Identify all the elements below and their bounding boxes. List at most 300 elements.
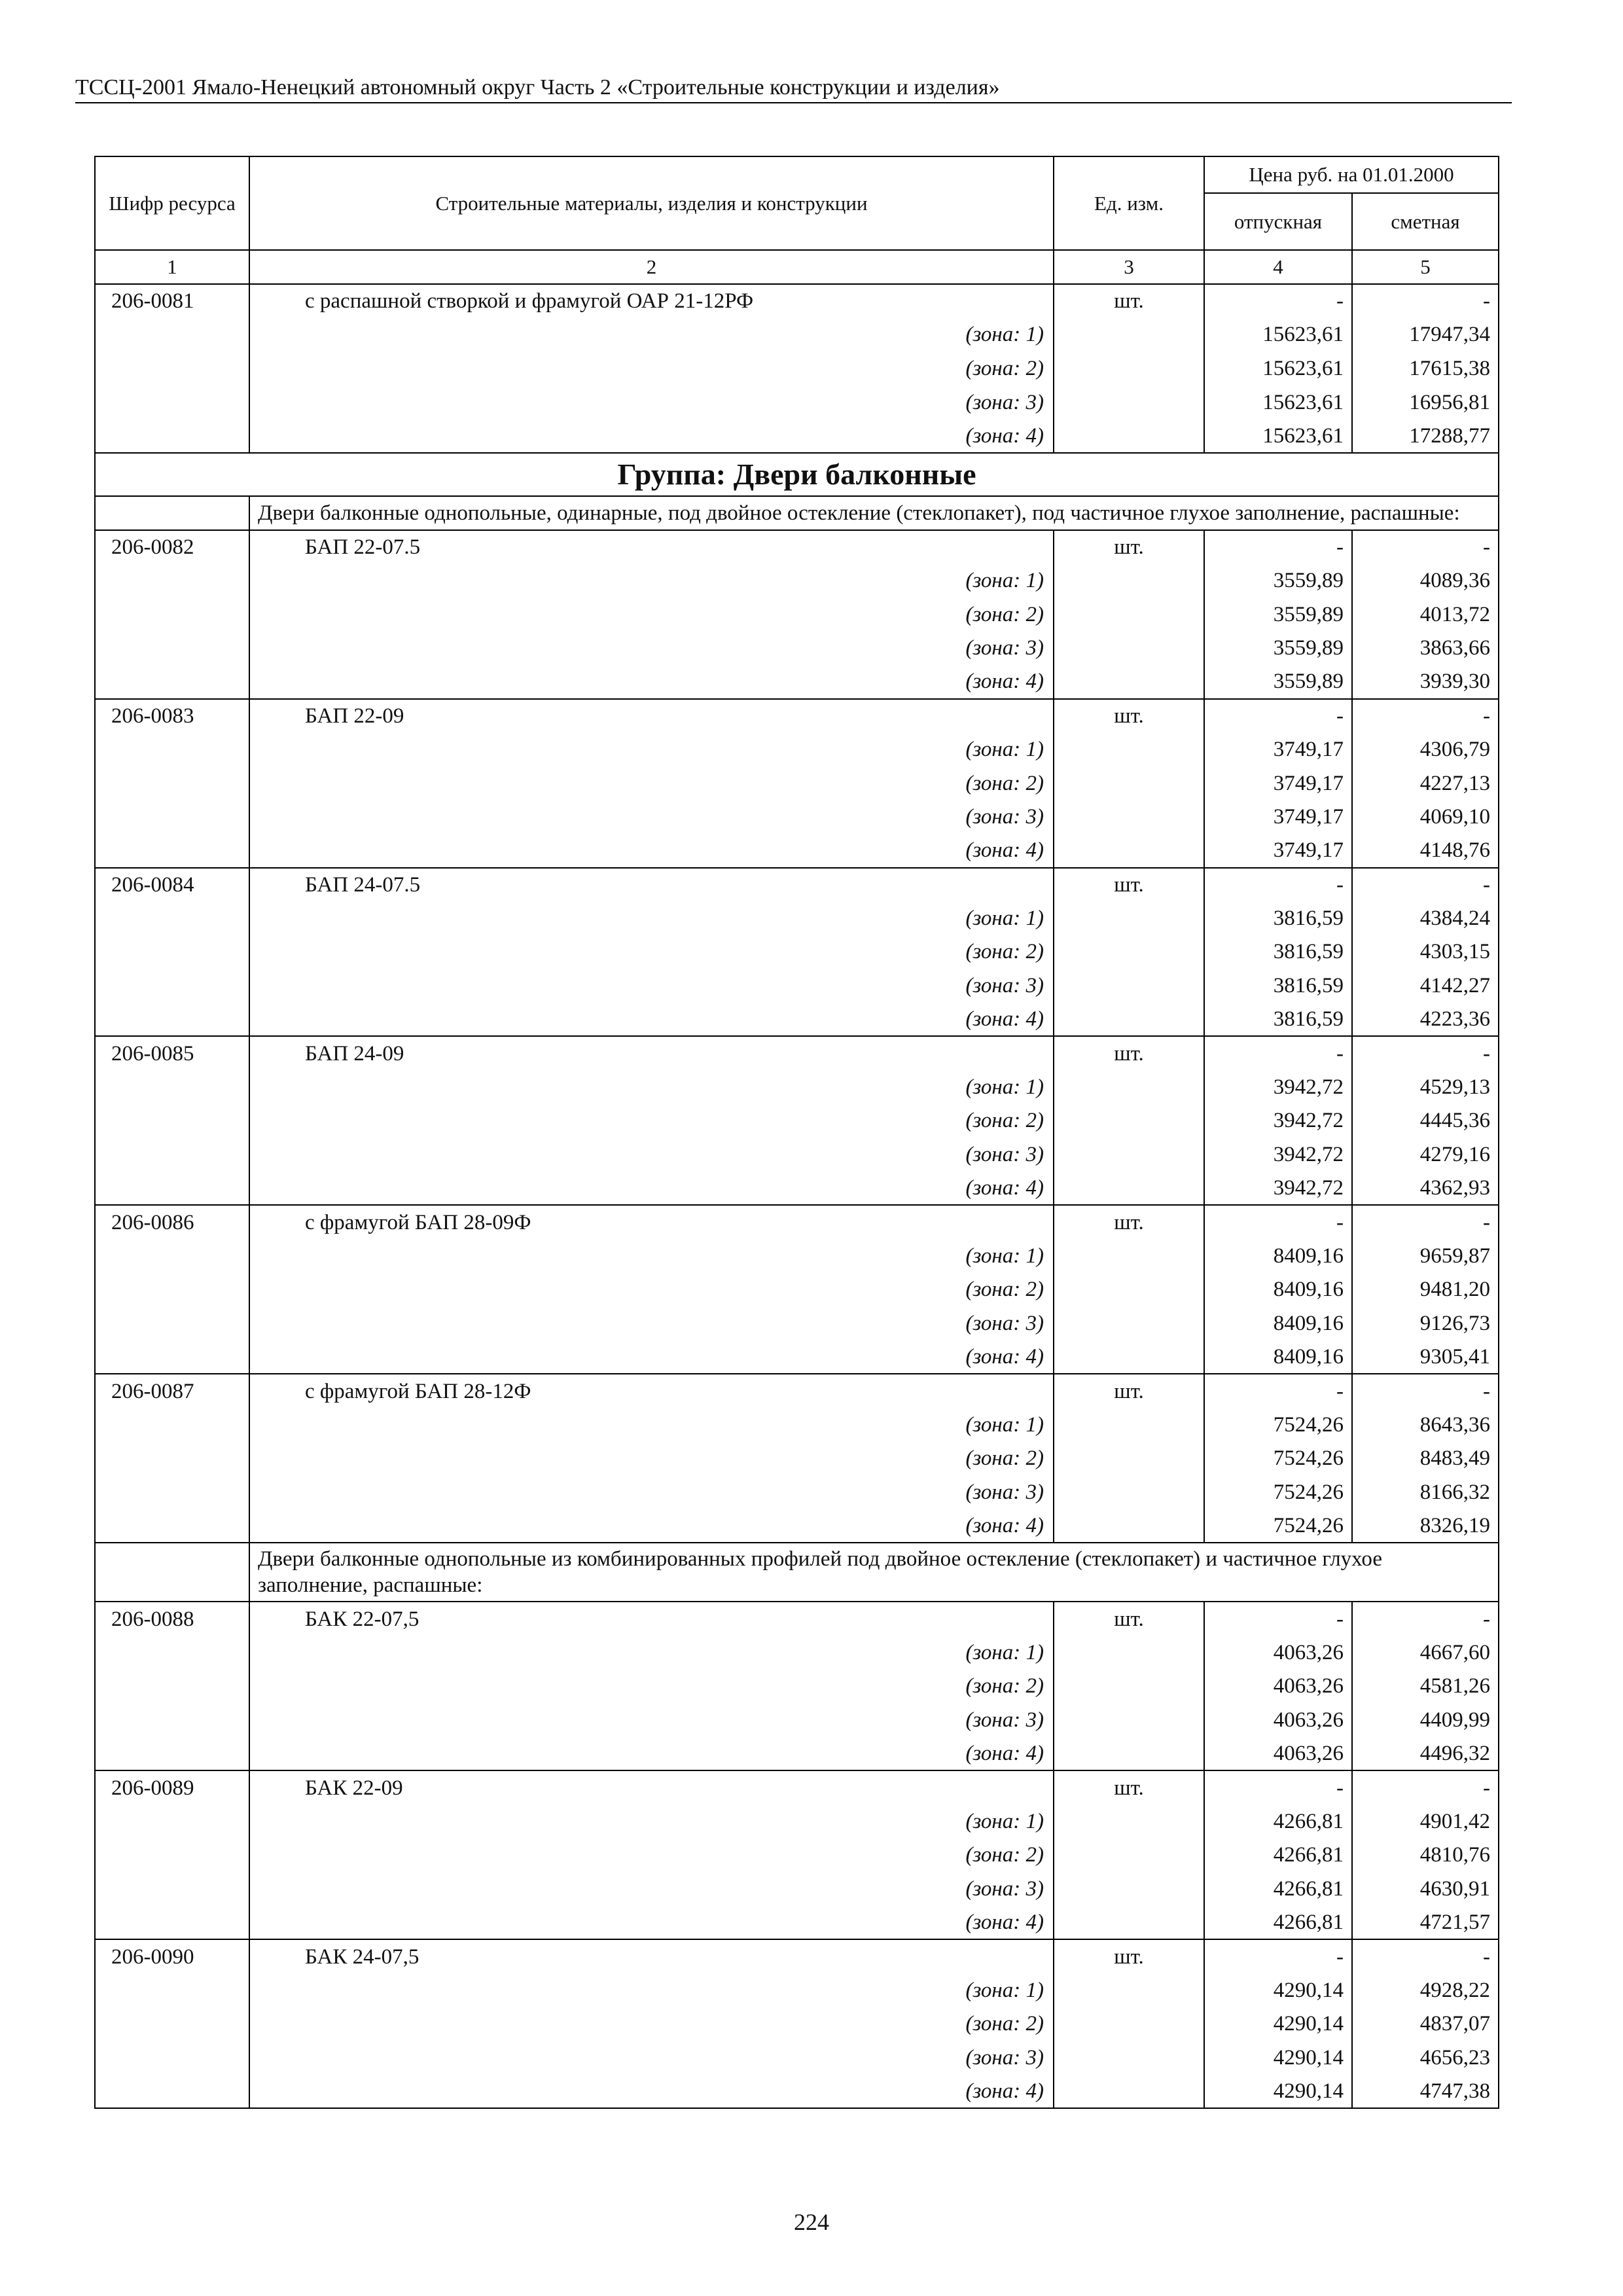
estimate-price-cell: - [1352, 1939, 1499, 1973]
zone-label: (зона: 3) [249, 1872, 1054, 1906]
zone-label: (зона: 4) [249, 1906, 1054, 1940]
section-note-row [95, 1543, 1499, 1602]
code-cell [95, 2041, 249, 2075]
zone-label: (зона: 3) [249, 1306, 1054, 1340]
unit-cell [1054, 1408, 1204, 1442]
zone-row [95, 834, 1499, 868]
zone-row [95, 1703, 1499, 1737]
release-price: 8409,16 [1204, 1239, 1352, 1273]
code-cell [95, 1670, 249, 1704]
unit-cell [1054, 1906, 1204, 1940]
zone-label: (зона: 4) [249, 834, 1054, 868]
item-name: БАК 24-07,5 [249, 1939, 1054, 1973]
zone-row [95, 1306, 1499, 1340]
zone-label: (зона: 3) [249, 386, 1054, 420]
zone-label: (зона: 2) [249, 598, 1054, 632]
code-cell [95, 1509, 249, 1543]
estimate-price: 4630,91 [1352, 1872, 1499, 1906]
unit-cell [1054, 1703, 1204, 1737]
zone-row [95, 1138, 1499, 1172]
unit-cell [1054, 1509, 1204, 1543]
zone-row [95, 1408, 1499, 1442]
estimate-price: 4223,36 [1352, 1003, 1499, 1037]
unit-cell: шт. [1054, 1036, 1204, 1070]
estimate-price: 9126,73 [1352, 1306, 1499, 1340]
zone-label: (зона: 1) [249, 318, 1054, 352]
code-cell [95, 1138, 249, 1172]
zone-row [95, 419, 1499, 453]
release-price-cell: - [1204, 284, 1352, 318]
unit-cell [1054, 598, 1204, 632]
zone-label: (зона: 3) [249, 800, 1054, 834]
table-row [95, 1602, 1499, 1636]
release-price: 3749,17 [1204, 732, 1352, 766]
column-number: 1 [95, 250, 249, 284]
estimate-price: 4362,93 [1352, 1172, 1499, 1206]
estimate-price: 9481,20 [1352, 1273, 1499, 1307]
header-unit: Ед. изм. [1054, 156, 1204, 250]
zone-row [95, 1906, 1499, 1940]
code-cell [95, 1003, 249, 1037]
unit-cell [1054, 351, 1204, 386]
zone-row [95, 564, 1499, 598]
zone-row [95, 901, 1499, 935]
zone-label: (зона: 4) [249, 1172, 1054, 1206]
group-row [95, 453, 1499, 496]
estimate-price: 4810,76 [1352, 1839, 1499, 1873]
release-price-cell: - [1204, 1770, 1352, 1804]
estimate-price: 3939,30 [1352, 665, 1499, 699]
code-cell [95, 1104, 249, 1138]
zone-row [95, 800, 1499, 834]
zone-row [95, 1804, 1499, 1839]
release-price: 3559,89 [1204, 665, 1352, 699]
code-cell [95, 1340, 249, 1374]
code-cell [95, 935, 249, 969]
note-code-cell [95, 1543, 249, 1602]
unit-cell [1054, 2041, 1204, 2075]
table-row [95, 1939, 1499, 1973]
zone-label: (зона: 2) [249, 766, 1054, 800]
header-name: Строительные материалы, изделия и конструкции [249, 156, 1054, 250]
release-price: 4063,26 [1204, 1670, 1352, 1704]
estimate-price: 4303,15 [1352, 935, 1499, 969]
unit-cell [1054, 732, 1204, 766]
release-price: 3559,89 [1204, 564, 1352, 598]
zone-label: (зона: 2) [249, 1670, 1054, 1704]
code-cell [95, 834, 249, 868]
estimate-price: 4667,60 [1352, 1636, 1499, 1670]
zone-label: (зона: 2) [249, 1273, 1054, 1307]
code-cell [95, 631, 249, 665]
zone-label: (зона: 1) [249, 1408, 1054, 1442]
unit-cell: шт. [1054, 1770, 1204, 1804]
table-row [95, 1036, 1499, 1070]
resource-code: 206-0086 [95, 1205, 249, 1239]
zone-label: (зона: 2) [249, 1104, 1054, 1138]
code-cell [95, 598, 249, 632]
zone-label: (зона: 2) [249, 2007, 1054, 2041]
unit-cell [1054, 2075, 1204, 2109]
estimate-price: 3863,66 [1352, 631, 1499, 665]
page-number: 224 [794, 2209, 829, 2235]
estimate-price: 9305,41 [1352, 1340, 1499, 1374]
unit-cell [1054, 1306, 1204, 1340]
zone-label: (зона: 3) [249, 631, 1054, 665]
release-price: 4063,26 [1204, 1636, 1352, 1670]
zone-label: (зона: 1) [249, 1070, 1054, 1104]
price-table [94, 156, 1499, 2109]
unit-cell [1054, 766, 1204, 800]
estimate-price-cell: - [1352, 1602, 1499, 1636]
code-cell [95, 766, 249, 800]
group-title: Группа: Двери балконные [95, 453, 1499, 496]
unit-cell [1054, 318, 1204, 352]
release-price: 3816,59 [1204, 969, 1352, 1003]
estimate-price-cell: - [1352, 1036, 1499, 1070]
release-price: 3749,17 [1204, 834, 1352, 868]
zone-label: (зона: 3) [249, 1475, 1054, 1509]
zone-row [95, 1172, 1499, 1206]
estimate-price: 4409,99 [1352, 1703, 1499, 1737]
zone-label: (зона: 2) [249, 351, 1054, 386]
resource-code: 206-0087 [95, 1374, 249, 1408]
zone-row [95, 1070, 1499, 1104]
zone-row [95, 2075, 1499, 2109]
release-price-cell: - [1204, 1205, 1352, 1239]
zone-label: (зона: 4) [249, 419, 1054, 453]
table-row [95, 699, 1499, 733]
unit-cell [1054, 1839, 1204, 1873]
zone-label: (зона: 3) [249, 2041, 1054, 2075]
release-price: 4266,81 [1204, 1804, 1352, 1839]
zone-row [95, 1475, 1499, 1509]
release-price: 3816,59 [1204, 935, 1352, 969]
estimate-price: 8326,19 [1352, 1509, 1499, 1543]
unit-cell [1054, 1973, 1204, 2007]
release-price: 3816,59 [1204, 901, 1352, 935]
unit-cell [1054, 1273, 1204, 1307]
table-row [95, 1770, 1499, 1804]
unit-cell: шт. [1054, 530, 1204, 564]
unit-cell [1054, 1872, 1204, 1906]
unit-cell [1054, 419, 1204, 453]
zone-row [95, 1442, 1499, 1476]
code-cell [95, 1442, 249, 1476]
zone-label: (зона: 1) [249, 564, 1054, 598]
code-cell [95, 665, 249, 699]
zone-row [95, 318, 1499, 352]
unit-cell: шт. [1054, 284, 1204, 318]
column-number-row [95, 250, 1499, 284]
release-price: 3816,59 [1204, 1003, 1352, 1037]
header-release-price: отпускная [1204, 193, 1352, 250]
release-price: 4063,26 [1204, 1737, 1352, 1771]
release-price: 3749,17 [1204, 766, 1352, 800]
resource-code: 206-0088 [95, 1602, 249, 1636]
zone-label: (зона: 3) [249, 1703, 1054, 1737]
zone-label: (зона: 2) [249, 1442, 1054, 1476]
zone-row [95, 766, 1499, 800]
zone-label: (зона: 4) [249, 1509, 1054, 1543]
zone-label: (зона: 4) [249, 1737, 1054, 1771]
section-note-row [95, 496, 1499, 530]
header-estimate-price: сметная [1352, 193, 1499, 250]
code-cell [95, 901, 249, 935]
code-cell [95, 1872, 249, 1906]
estimate-price: 4656,23 [1352, 2041, 1499, 2075]
column-number: 5 [1352, 250, 1499, 284]
release-price: 3559,89 [1204, 631, 1352, 665]
estimate-price: 4142,27 [1352, 969, 1499, 1003]
unit-cell [1054, 901, 1204, 935]
unit-cell [1054, 1737, 1204, 1771]
zone-label: (зона: 1) [249, 1973, 1054, 2007]
code-cell [95, 1070, 249, 1104]
unit-cell [1054, 1239, 1204, 1273]
item-name: БАК 22-09 [249, 1770, 1054, 1804]
zone-row [95, 386, 1499, 420]
estimate-price: 4384,24 [1352, 901, 1499, 935]
unit-cell [1054, 1636, 1204, 1670]
unit-cell: шт. [1054, 699, 1204, 733]
estimate-price: 4089,36 [1352, 564, 1499, 598]
zone-row [95, 351, 1499, 386]
zone-label: (зона: 4) [249, 665, 1054, 699]
unit-cell: шт. [1054, 1602, 1204, 1636]
code-cell [95, 1239, 249, 1273]
release-price: 4290,14 [1204, 1973, 1352, 2007]
zone-row [95, 1104, 1499, 1138]
resource-code: 206-0083 [95, 699, 249, 733]
estimate-price-cell: - [1352, 284, 1499, 318]
zone-row [95, 1003, 1499, 1037]
item-name: с распашной створкой и фрамугой ОАР 21-12РФ [249, 284, 1054, 318]
resource-code: 206-0090 [95, 1939, 249, 1973]
zone-label: (зона: 4) [249, 2075, 1054, 2109]
note-code-cell [95, 496, 249, 530]
code-cell [95, 732, 249, 766]
estimate-price: 8166,32 [1352, 1475, 1499, 1509]
release-price-cell: - [1204, 1602, 1352, 1636]
zone-row [95, 732, 1499, 766]
unit-cell [1054, 1475, 1204, 1509]
code-cell [95, 564, 249, 598]
unit-cell [1054, 1138, 1204, 1172]
estimate-price: 4445,36 [1352, 1104, 1499, 1138]
unit-cell [1054, 834, 1204, 868]
zone-row [95, 631, 1499, 665]
zone-row [95, 1340, 1499, 1374]
estimate-price-cell: - [1352, 530, 1499, 564]
unit-cell [1054, 1070, 1204, 1104]
estimate-price: 8643,36 [1352, 1408, 1499, 1442]
unit-cell [1054, 564, 1204, 598]
release-price-cell: - [1204, 1939, 1352, 1973]
zone-label: (зона: 1) [249, 1804, 1054, 1839]
code-cell [95, 1737, 249, 1771]
unit-cell [1054, 1104, 1204, 1138]
table-row [95, 530, 1499, 564]
table-row [95, 284, 1499, 318]
unit-cell [1054, 386, 1204, 420]
table-row [95, 868, 1499, 902]
resource-code: 206-0085 [95, 1036, 249, 1070]
zone-row [95, 665, 1499, 699]
zone-row [95, 1273, 1499, 1307]
release-price: 8409,16 [1204, 1273, 1352, 1307]
release-price-cell: - [1204, 868, 1352, 902]
estimate-price: 4279,16 [1352, 1138, 1499, 1172]
zone-row [95, 1872, 1499, 1906]
zone-row [95, 1839, 1499, 1873]
estimate-price: 4837,07 [1352, 2007, 1499, 2041]
code-cell [95, 1703, 249, 1737]
release-price: 3942,72 [1204, 1138, 1352, 1172]
code-cell [95, 1475, 249, 1509]
unit-cell [1054, 2007, 1204, 2041]
release-price: 8409,16 [1204, 1340, 1352, 1374]
release-price: 7524,26 [1204, 1408, 1352, 1442]
release-price-cell: - [1204, 699, 1352, 733]
unit-cell [1054, 1340, 1204, 1374]
release-price: 15623,61 [1204, 419, 1352, 453]
release-price: 7524,26 [1204, 1475, 1352, 1509]
zone-row [95, 1239, 1499, 1273]
column-number: 3 [1054, 250, 1204, 284]
zone-row [95, 1973, 1499, 2007]
estimate-price: 17947,34 [1352, 318, 1499, 352]
release-price: 3749,17 [1204, 800, 1352, 834]
item-name: БАП 22-07.5 [249, 530, 1054, 564]
release-price: 15623,61 [1204, 386, 1352, 420]
unit-cell [1054, 800, 1204, 834]
code-cell [95, 419, 249, 453]
zone-label: (зона: 4) [249, 1340, 1054, 1374]
release-price: 3559,89 [1204, 598, 1352, 632]
zone-label: (зона: 1) [249, 901, 1054, 935]
release-price: 3942,72 [1204, 1172, 1352, 1206]
resource-code: 206-0084 [95, 868, 249, 902]
zone-row [95, 2041, 1499, 2075]
release-price: 4290,14 [1204, 2007, 1352, 2041]
release-price-cell: - [1204, 530, 1352, 564]
release-price: 15623,61 [1204, 318, 1352, 352]
item-name: БАП 22-09 [249, 699, 1054, 733]
unit-cell [1054, 1804, 1204, 1839]
zone-row [95, 1636, 1499, 1670]
item-name: с фрамугой БАП 28-09Ф [249, 1205, 1054, 1239]
item-name: БАП 24-09 [249, 1036, 1054, 1070]
unit-cell [1054, 1003, 1204, 1037]
release-price: 4266,81 [1204, 1839, 1352, 1873]
release-price-cell: - [1204, 1374, 1352, 1408]
unit-cell [1054, 1670, 1204, 1704]
table-header [95, 156, 1499, 284]
code-cell [95, 351, 249, 386]
release-price: 4266,81 [1204, 1872, 1352, 1906]
estimate-price: 17288,77 [1352, 419, 1499, 453]
estimate-price-cell: - [1352, 699, 1499, 733]
resource-code: 206-0082 [95, 530, 249, 564]
unit-cell: шт. [1054, 1939, 1204, 1973]
estimate-price-cell: - [1352, 1770, 1499, 1804]
zone-label: (зона: 1) [249, 1636, 1054, 1670]
estimate-price: 4306,79 [1352, 732, 1499, 766]
zone-label: (зона: 2) [249, 935, 1054, 969]
estimate-price: 4069,10 [1352, 800, 1499, 834]
code-cell [95, 1273, 249, 1307]
header-code: Шифр ресурса [95, 156, 249, 250]
estimate-price: 16956,81 [1352, 386, 1499, 420]
estimate-price: 4148,76 [1352, 834, 1499, 868]
zone-label: (зона: 1) [249, 732, 1054, 766]
page-header: ТССЦ-2001 Ямало-Ненецкий автономный округ Часть 2 «Строительные конструкции и изделия» [75, 73, 1512, 103]
resource-code: 206-0089 [95, 1770, 249, 1804]
column-number: 4 [1204, 250, 1352, 284]
unit-cell [1054, 631, 1204, 665]
table-row [95, 1374, 1499, 1408]
unit-cell [1054, 1442, 1204, 1476]
zone-label: (зона: 1) [249, 1239, 1054, 1273]
release-price: 4063,26 [1204, 1703, 1352, 1737]
release-price: 7524,26 [1204, 1509, 1352, 1543]
table-row [95, 1205, 1499, 1239]
code-cell [95, 1172, 249, 1206]
estimate-price: 4529,13 [1352, 1070, 1499, 1104]
code-cell [95, 1839, 249, 1873]
unit-cell [1054, 969, 1204, 1003]
zone-row [95, 2007, 1499, 2041]
zone-row [95, 935, 1499, 969]
code-cell [95, 1306, 249, 1340]
estimate-price: 4496,32 [1352, 1737, 1499, 1771]
item-name: с фрамугой БАП 28-12Ф [249, 1374, 1054, 1408]
release-price: 15623,61 [1204, 351, 1352, 386]
zone-label: (зона: 3) [249, 1138, 1054, 1172]
estimate-price-cell: - [1352, 868, 1499, 902]
code-cell [95, 2007, 249, 2041]
release-price: 4290,14 [1204, 2075, 1352, 2109]
column-number: 2 [249, 250, 1054, 284]
estimate-price-cell: - [1352, 1374, 1499, 1408]
release-price: 4290,14 [1204, 2041, 1352, 2075]
zone-label: (зона: 2) [249, 1839, 1054, 1873]
code-cell [95, 1636, 249, 1670]
estimate-price-cell: - [1352, 1205, 1499, 1239]
zone-row [95, 1737, 1499, 1771]
estimate-price: 4928,22 [1352, 1973, 1499, 2007]
code-cell [95, 1804, 249, 1839]
release-price: 3942,72 [1204, 1070, 1352, 1104]
code-cell [95, 386, 249, 420]
release-price: 7524,26 [1204, 1442, 1352, 1476]
unit-cell: шт. [1054, 1205, 1204, 1239]
estimate-price: 8483,49 [1352, 1442, 1499, 1476]
release-price: 3942,72 [1204, 1104, 1352, 1138]
unit-cell [1054, 1172, 1204, 1206]
code-cell [95, 969, 249, 1003]
code-cell [95, 800, 249, 834]
table-body [95, 284, 1499, 2108]
header-price: Цена руб. на 01.01.2000 [1204, 156, 1499, 193]
code-cell [95, 318, 249, 352]
zone-label: (зона: 3) [249, 969, 1054, 1003]
release-price-cell: - [1204, 1036, 1352, 1070]
unit-cell: шт. [1054, 868, 1204, 902]
zone-label: (зона: 4) [249, 1003, 1054, 1037]
code-cell [95, 1973, 249, 2007]
